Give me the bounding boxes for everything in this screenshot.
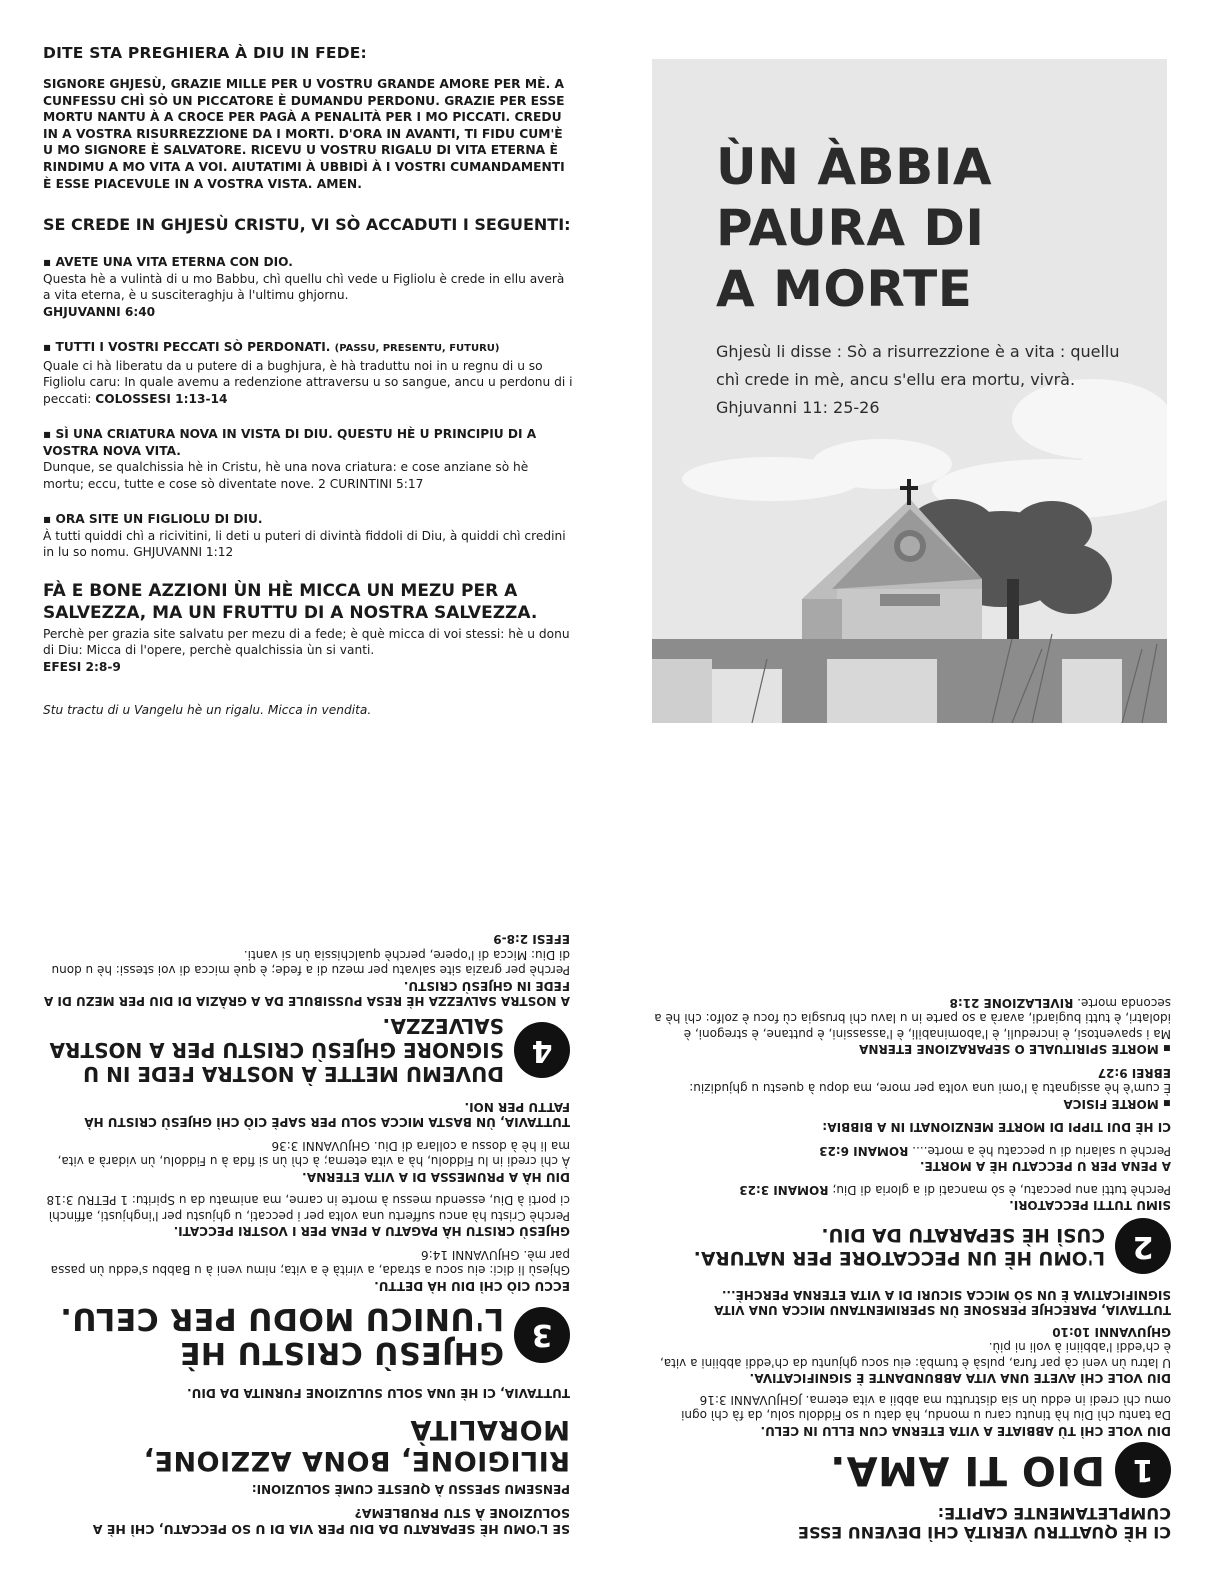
benefit-item <box>43 511 573 561</box>
number-badge: 2 <box>1115 1219 1171 1275</box>
gift-note: Stu tractu di u Vangelu hè un rigalu. Micca in vendita. <box>43 703 372 718</box>
benefit-text: Questa hè a vulintà di u mo Babbu, chì quellu chì vede u Figliolu è crede in ellu averà a vita eterna, è u susciteraghju à l'ultimu ghjornu. <box>43 271 565 303</box>
truth-4-title: DUVEMU METTE À NOSTRA FEDE IN U SIGNORE GHJESÙ CRISTU PER A NOSTRA SALVEZZA. <box>49 1014 504 1087</box>
benefit-note: (PASSU, PRESENTU, FUTURU) <box>334 343 500 355</box>
cover-verse: Ghjesù li disse : Sò a risurrezzione è a vita : quellu chì crede in mè, ancu s'ellu era mortu, vivrà. Ghjuvanni 11: 25-26 <box>716 342 1120 417</box>
benefit-text: Quale ci hà liberatu da u putere di a bughjura, è hà traduttu noi in u regnu di u so Figliolu caru: In quale avemu a redenzione attraversu u so sangue, ancu u perdonu di i peccati: <box>43 358 573 406</box>
cover-title: ÙN ÀBBIA PAURA DI A MORTE <box>716 138 993 318</box>
benefit-heading: ▪ TUTTI I VOSTRI PECCATI SÒ PERDONATI. <box>43 340 331 355</box>
benefit-text: Dunque, se qualchissia hè in Cristu, hè una nova criatura: e cose anziane sò hè mortu; eccu, tutte e cose sò diventate nove. <box>43 460 529 491</box>
works-heading: FÀ E BONE AZZIONI ÙN HÈ MICCA UN MEZU PER A SALVEZZA, MA UN FRUTTU DI A NOSTRA SALVEZZA. <box>43 580 538 623</box>
truth-1-title: DIO TI AMA. <box>829 1447 1105 1493</box>
question-text: SE L'OMU HÈ SEPARATU DA DIU PER VIA DI U SO PECCATU, CHÌ HÈ A SOLUZIONE À STU PRUBLEMA? <box>92 1506 570 1537</box>
number-badge: 4 <box>514 1023 570 1079</box>
solutions-list: RILIGIONE, BONA AZZIONE, MORALITÀ <box>143 1414 570 1477</box>
prayer-text: SIGNORE GHJESÙ, GRAZIE MILLE PER U VOSTRU GRANDE AMORE PER MÈ. A CUNFESSU CHÌ SÒ UN PICCATORE È DUMANDU PERDONU. GRAZIE PER ESSE MORTU NANTU À A CROCE PER PAGÀ A PENALITÀ PER I MO PICCATI. CREDU IN A VOSTRA RISURREZZIONE DA I MORTI. D'ORA IN AVANTI, TI FIDU CUM'È U MO SIGNORE È SALVATORE. RICEVU U VOSTRU RIGALU DI VITA ETERNA È RINDIMU A MO VITA A VOI. AIUTATIMI À UBBIDÌ À I VOSTRI CUMANDAMENTI È ESSE PIACEVULE IN A VOSTRA VISTA. AMEN. <box>43 77 565 191</box>
number-badge: 3 <box>514 1307 570 1363</box>
number-badge: 1 <box>1115 1442 1171 1498</box>
believe-heading: SE CREDE IN GHJESÙ CRISTU, VI SÒ ACCADUTI I SEGUENTI: <box>43 215 571 235</box>
benefit-heading: ▪ ORA SITE UN FIGLIOLU DI DIU. <box>43 512 263 527</box>
benefit-item <box>43 426 573 492</box>
prayer-heading: DITE STA PREGHIERA À DIU IN FEDE: <box>43 44 367 62</box>
truths-intro: CI HÈ QUATTRU VERITÀ CHÌ DEVENU ESSE CUMPLETAMENTE CAPITE: <box>797 1504 1171 1542</box>
benefit-reference: 2 CURINTINI 5:17 <box>318 476 424 491</box>
benefit-reference: GHJUVANNI 6:40 <box>43 304 156 319</box>
benefit-heading: ▪ AVETE UNA VITA ETERNA CON DIO. <box>43 255 293 270</box>
cover-panel <box>652 59 1167 723</box>
truth-3-title: GHJESÙ CRISTU HÈ L'UNICU MODU PER CELU. <box>59 1301 504 1370</box>
truth-2-title: L'OMU HÈ UN PECCATORE PER NATURA. CUSÌ HÈ SEPARATU DA DIU. <box>693 1224 1105 1269</box>
benefit-item <box>43 339 573 407</box>
benefit-text: À tutti quiddi chì a ricivitini, li deti u puteri di divintà fiddoli di Diu, à quiddi chì credini in lu so nomu. <box>43 528 566 560</box>
salvation-panel: SE L'OMU HÈ SEPARATU DA DIU PER VIA DI U SO PECCATU, CHÌ HÈ A SOLUZIONE À STU PRUBLEMA? PENSEMU SPESSU À QUESTE CUMÈ SOLUZIONI: RILIGIONE, BONA AZZIONE, MORALITÀ TUTTAVIA, CI HÈ UNA SOLU SULUZIONE FURNITA DA DIU. 3 GHJESÙ CRISTU HÈ L'UNICU MODU PER CELU. ECCU CIÒ CHÌ DIU HÀ DETTU. Ghjesù li dici: eiu socu a strada, a virità è a vita; nimu veni à u Babbu s'eddu ùn passa par mè. GHJUVANNI 14:6 GHJESÙ CRISTU HÀ PAGATU A PENA PER I VOSTRI PECCATI. Perchè Cristu hà ancu suffertu una volta per i peccati, u ghjustu per l'inghjusti, affinchì ci porti à Diu, essendu messu à morte in carne, ma animatu da u Spiritu: 1 PETRU 3:18 DIU HÀ A PRUMESSA DI A VITA ETERNA. À chì credi in lu Fiddolu, hà a vita eterna; à chì ùn si fida à u Fiddolu, ùn vidarà a vita, ma li hè à dossu a collara di Diu. GHJUVANNI 3:36 TUTTAVIA, ÙN BASTA MICCA SOLU PER SAPÈ CIÒ CHÌ GHJESÙ CRISTU HÀ FATTU PER NOI. 4 DUVEMU METTE À NOSTRA FEDE IN U SIGNORE GHJESÙ CRISTU PER A NOSTRA SALVEZZA. A NOSTRA SALVEZZA HÈ RESA PUSSIBULE DA A GRÀZIA DI DIU PER MEZU DI A FEDE IN GHJESÙ CRISTU. Perchè per grazia site salvatu per mezu di a fede; è què micca di voi stessi: hè u donu di Diu: Micca di l'opere, perchè qualchissia ùn si vanti. EFESI 2:8-9 <box>40 847 570 1537</box>
benefit-reference: GHJUVANNI 1:12 <box>133 545 234 560</box>
works-text: Perchè per grazia site salvatu per mezu di a fede; è què micca di voi stessi: hè u donu di Diu: Micca di l'opere, perchè qualchissia ùn si vanti. <box>43 626 570 658</box>
benefit-item <box>43 254 573 320</box>
four-truths-panel: CI HÈ QUATTRU VERITÀ CHÌ DEVENU ESSE CUMPLETAMENTE CAPITE: 1 DIO TI AMA. DIU VOLE CHÌ TÙ ABBIATE A VITA ETERNA CUN ELLU IN CELU. Da tantu chì Diu hà tinutu caru u mondu, hà datu u so Fiddolu solu, da fà chì ogni omu chì credi in eddu ùn sia distruttu ma abbii a vita eterna. JGHJUVANNI 3:16 DIU VOLE CHÌ AVETE UNA VITA ABBUNDANTE È SIGNIFICATIVA. U latru ùn veni cà par fura, pulsà è tumbà: eiu socu ghjuntu da ch'eddi abbiini a vita, è ch'eddi l'abbiini à voli ni più. GHJUVANNI 10:10 TUTTAVIA, PARECHJE PERSONE ÙN SPERIMENTANU MICCA UNA VITA SIGNIFICATIVA È UN SÒ MICCA SICURI DI A VITA ETERNA PERCHÈ... 2 L'OMU HÈ UN PECCATORE PER NATURA. CUSÌ HÈ SEPARATU DA DIU. SIMU TUTTI PECCATORI. Perchè tutti anu peccatu, è sò mancati di a gloria di Diu; ROMANI 3:23 A PENA PER U PECCATU HÈ A MORTE. Perchè u salariu di u peccatu hè a morte.... ROMANI 6:23 CI HÈ DUI TIPPI DI MORTE MENZIONATI IN A BIBBIA: ▪ MORTE FISICA È cum'è hè assignatu à l'omi una volta per more, ma dopu à questu u ghjudiziu: EBREI 9:27 ▪ MORTE SPIRITUALE O SEPARAZIONE ETERNA Ma i spaventosi, è increduli, è l'abominabili, è l'assassini, è puttane, è stregoni, è idolatri, è tutti bugiardi, avarà a so parte in u lavu chì brusgia cù focu è zolfo: chì hè a seconda morte. RIVELAZIONE 21:8 <box>651 852 1171 1542</box>
benefit-heading: ▪ SÌ UNA CRIATURA NOVA IN VISTA DI DIU. QUESTU HÈ U PRINCIPIU DI A VOSTRA NOVA VITA. <box>43 427 537 458</box>
works-reference: EFESI 2:8-9 <box>43 659 121 674</box>
prayer-column <box>43 44 573 717</box>
benefit-reference: COLOSSESI 1:13-14 <box>95 391 228 406</box>
